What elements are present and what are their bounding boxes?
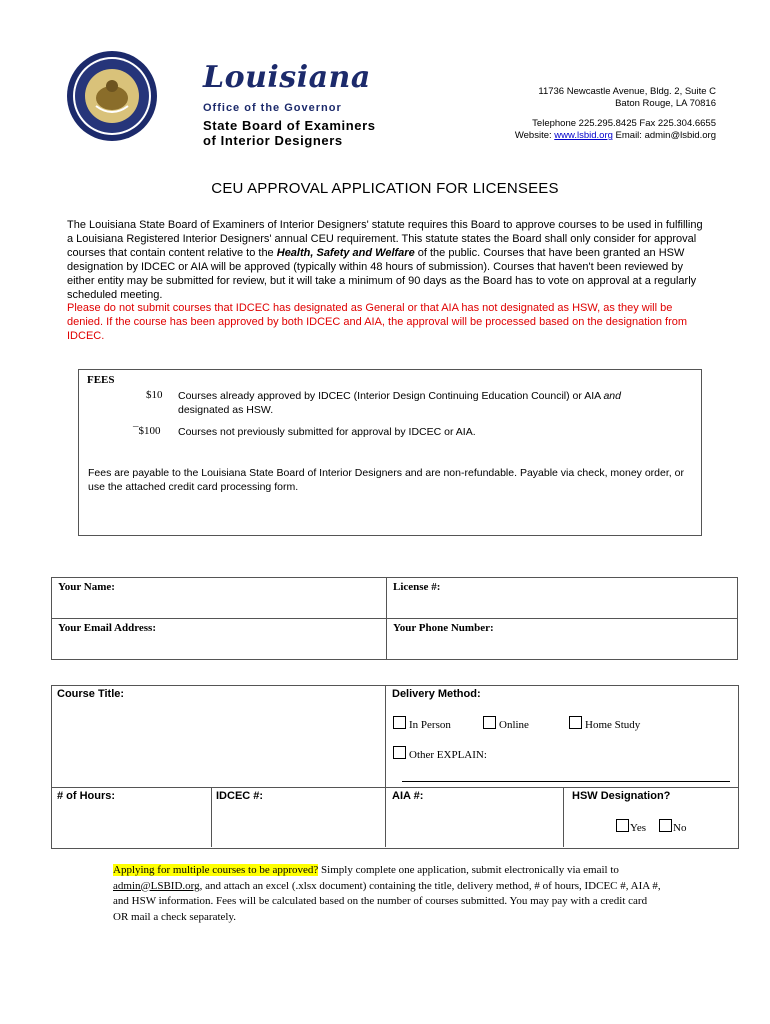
board-name — [203, 118, 423, 148]
explain-label: EXPLAIN: — [436, 749, 487, 761]
email-field[interactable] — [52, 619, 387, 660]
fee2-amount: ¯$100 — [133, 425, 161, 437]
fee1-desc-text: Courses already approved by IDCEC (Interior Design Continuing Education Council) or AIA — [178, 390, 604, 402]
option-in-person[interactable] — [393, 716, 451, 731]
hsw-designation-label: HSW Designation? — [572, 790, 671, 802]
intro-part2: of the public. Courses that have been granted an HSW designation by IDCEC or AIA will be approved (typically within 48 hours of submission). Courses that haven't been reviewed by either entity may be submitted for review, but it will take a minimum of 90 days as the Board has to vote on approval at a regularly scheduled meeting. — [67, 246, 697, 301]
online-label: Online — [499, 719, 529, 731]
address — [538, 86, 716, 110]
address-line2: Baton Rouge, LA 70816 — [615, 98, 716, 109]
aia-divider — [563, 787, 564, 847]
other-checkbox[interactable] — [393, 746, 406, 759]
email-label-field: Your Email Address: — [58, 622, 157, 634]
hsw-yes-checkbox[interactable] — [616, 819, 629, 832]
explain-input-line[interactable] — [402, 781, 730, 782]
fees-note: Fees are payable to the Louisiana State Board of Interior Designers and are non-refundable. Payable via check, money order, or use the attached credit card processing form. — [88, 467, 684, 493]
in-person-checkbox[interactable] — [393, 716, 406, 729]
aia-label: AIA #: — [392, 790, 424, 802]
name-label: Your Name: — [58, 581, 115, 593]
delivery-method-label: Delivery Method: — [392, 688, 481, 700]
intro-warning: Please do not submit courses that IDCEC has designated as General or that AIA has not designated as HSW, as they will be denied. If the course has been approved by both IDCEC and AIA, the approval will be processed based on the designation from IDCEC. — [67, 302, 688, 343]
home-study-label: Home Study — [585, 719, 641, 731]
phone-label: Your Phone Number: — [393, 622, 494, 634]
form-title: CEU APPROVAL APPLICATION FOR LICENSEES — [211, 180, 559, 197]
phone-field[interactable] — [387, 619, 738, 660]
logo-title: Louisiana — [203, 60, 371, 95]
footer-text2: , and attach an excel (.xlsx document) containing the title, delivery method, # of hours, IDCEC #, AIA #, and HSW information. Fees will be calculated based on the number of courses submitted. You may pay with a credit card OR mail a check separately. — [113, 879, 661, 923]
website-label: Website: — [514, 130, 555, 141]
office-subtitle: Office of the Governor — [203, 102, 342, 114]
intro-part1: The Louisiana State Board of Examiners of Interior Designers' statute requires this Board to approve courses to be used in fulfilling a Louisiana Registered Interior Designers' annual CEU requirement. This statute states the Board shall only consider for approval courses that contain content relative to the — [67, 219, 703, 259]
contact-info — [515, 118, 716, 142]
option-online[interactable] — [483, 716, 529, 731]
option-other[interactable] — [393, 746, 487, 761]
hsw-no-checkbox[interactable] — [659, 819, 672, 832]
footer-email-link[interactable]: admin@LSBID.org — [113, 879, 200, 892]
hsw-no-label: No — [673, 822, 687, 834]
option-hsw-yes[interactable] — [616, 819, 646, 834]
course-divider-horizontal — [51, 787, 739, 788]
intro-paragraph — [67, 219, 707, 344]
phone-fax: Telephone 225.295.8425 Fax 225.304.6655 — [532, 118, 716, 129]
multiple-courses-note — [113, 863, 663, 925]
fee1-and: and — [603, 390, 621, 402]
course-title-label: Course Title: — [57, 688, 125, 700]
name-field[interactable] — [52, 578, 387, 619]
fee2-description: Courses not previously submitted for approval by IDCEC or AIA. — [178, 426, 476, 438]
hours-divider — [211, 787, 212, 847]
license-field[interactable] — [387, 578, 738, 619]
state-seal-logo — [66, 50, 158, 142]
in-person-label: In Person — [409, 719, 451, 731]
multiple-courses-highlight: Applying for multiple courses to be approved? — [113, 864, 319, 876]
hours-label: # of Hours: — [57, 790, 116, 802]
option-hsw-no[interactable] — [659, 819, 686, 834]
option-home-study[interactable] — [569, 716, 640, 731]
hsw-yes-label: Yes — [630, 822, 647, 834]
website-link[interactable]: www.lsbid.org — [554, 130, 613, 141]
board-name-line1: State Board of Examiners — [203, 118, 376, 133]
contact-table — [51, 577, 738, 660]
fee1-desc-line2: designated as HSW. — [178, 404, 274, 416]
fee1-amount: $10 — [146, 389, 163, 401]
address-line1: 11736 Newcastle Avenue, Bldg. 2, Suite C — [538, 86, 716, 97]
web-email-line — [515, 130, 716, 142]
license-label: License #: — [393, 581, 441, 593]
fee2-amount-value: $100 — [138, 425, 161, 437]
other-label: Other — [409, 749, 435, 761]
board-name-line2: of Interior Designers — [203, 133, 343, 148]
course-divider-vertical — [385, 685, 386, 847]
idcec-label: IDCEC #: — [216, 790, 264, 802]
email-label: Email: admin@lsbid.org — [615, 130, 716, 141]
hsw-emphasis: Health, Safety and Welfare — [276, 246, 415, 259]
home-study-checkbox[interactable] — [569, 716, 582, 729]
online-checkbox[interactable] — [483, 716, 496, 729]
fees-label: FEES — [87, 374, 115, 386]
footer-text1: Simply complete one application, submit electronically via email to — [318, 864, 619, 876]
fee1-description — [178, 389, 698, 417]
